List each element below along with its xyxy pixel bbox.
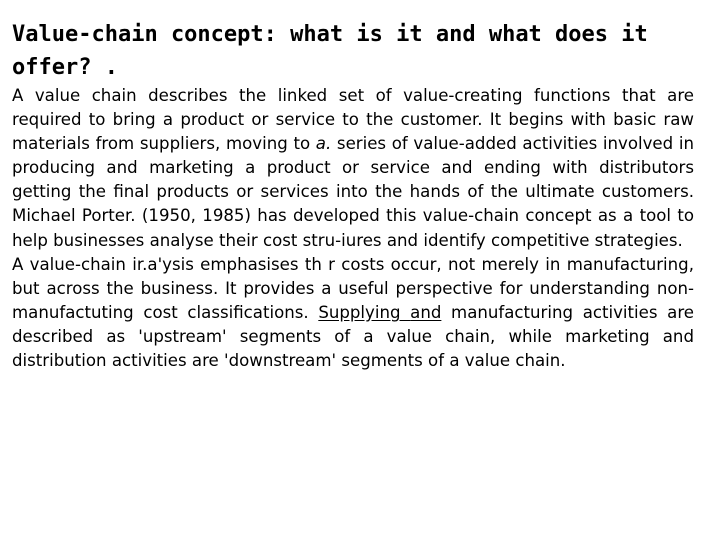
paragraph1-italic-a: a.: [315, 134, 332, 154]
paragraph1-text-end: series of value-added activities involved in producing and marketing a product or service and ending with distributors getting the final products or services into the hands of the ultimate customers. Michael Porter. (1950, 1985) has developed this value-chain concept as a tool to help businesses analyse their cost stru-iures and identify competitive strategies.: [12, 134, 694, 250]
paragraph-value-chain-definition: [12, 84, 694, 253]
paragraph2-text-start: A value-chain ir.a'ysis emphasises th r costs occur, not merely in manufacturing, but across the business. It provides a useful perspective for understanding non-manufactuting cost classifications.: [12, 254, 694, 322]
underlined-word-and: and: [410, 302, 442, 322]
underlined-word-supplying: Supplying: [318, 302, 411, 322]
slide-title: Value-chain concept: what is it and what does it offer? .: [12, 22, 648, 80]
paragraph1-text-start: A value chain describes the linked set of value-creating functions that are required to bring a product or service to the customer. It begins with basic raw materials from suppliers, moving to: [12, 86, 694, 154]
paragraph-value-chain-analysis: [12, 253, 694, 373]
slide-body: [12, 84, 694, 373]
paragraph2-text-end: manufacturing activities are described as 'upstream' segments of a value chain, while marketing and distribution activities are 'downstream' segments of a value chain.: [12, 302, 694, 371]
